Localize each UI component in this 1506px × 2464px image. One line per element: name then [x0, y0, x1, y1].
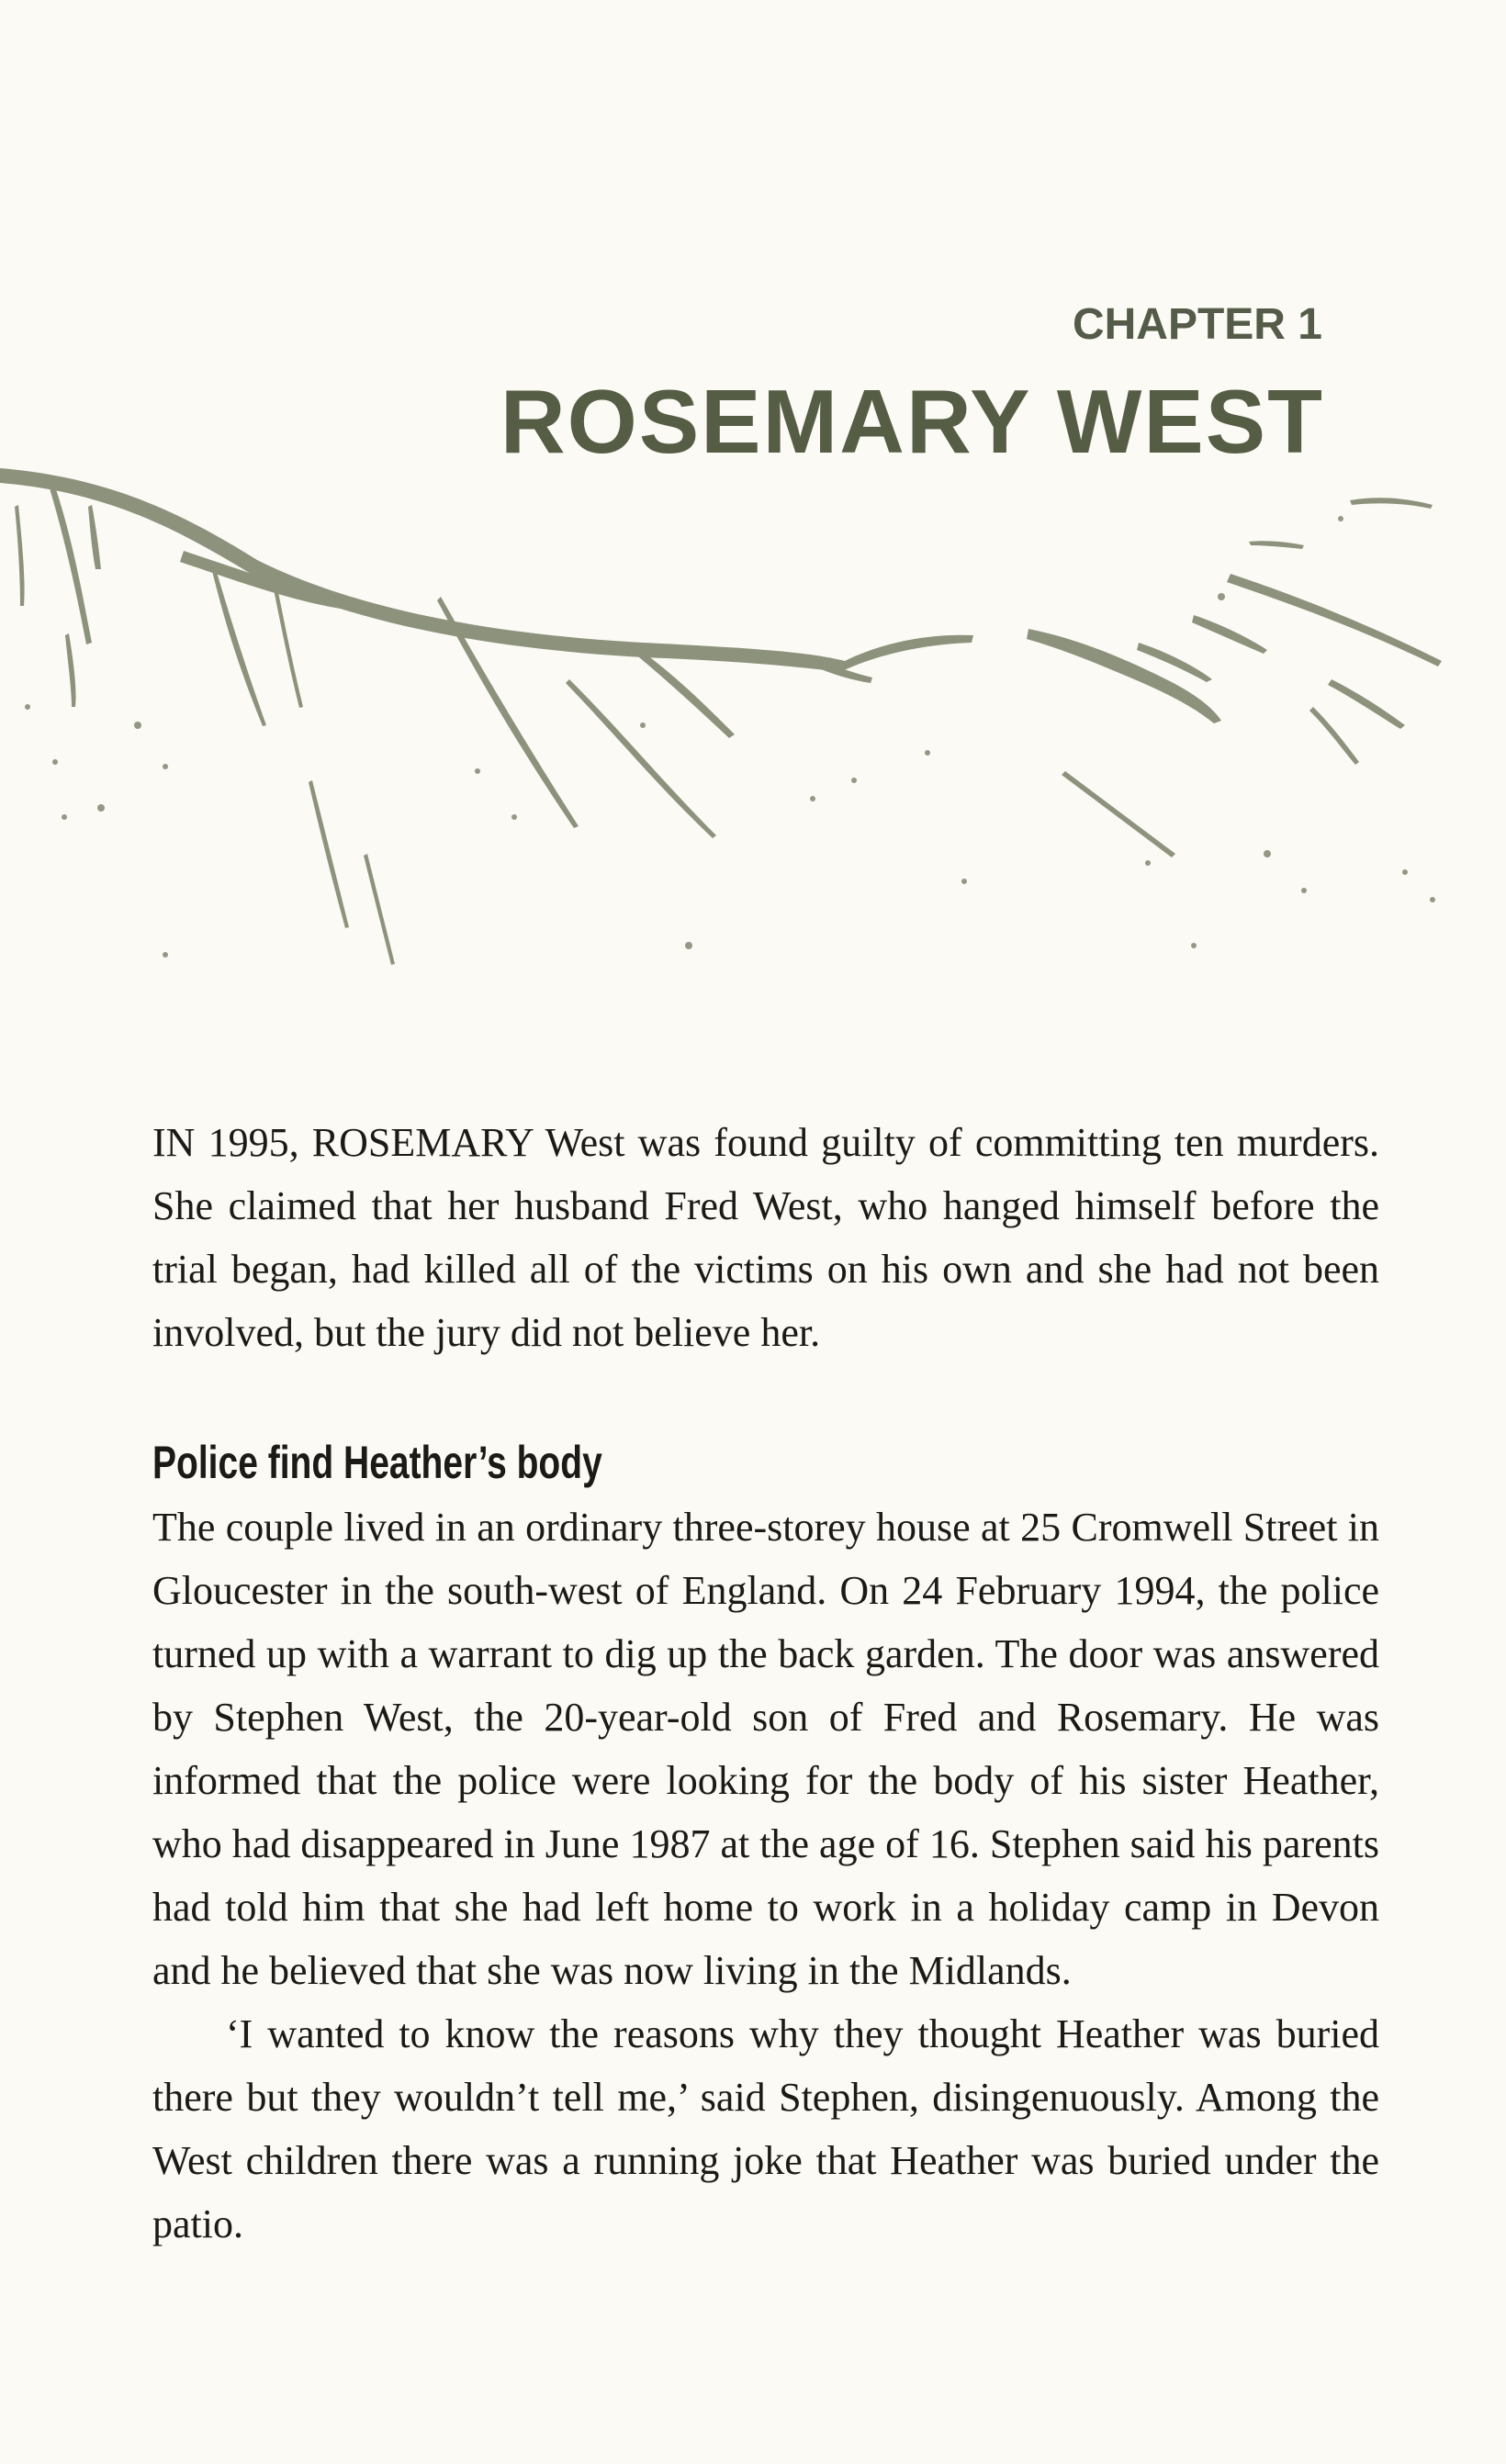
section-heading: Police find Heather’s body: [152, 1437, 602, 1488]
body-paragraph: The couple lived in an ordinary three-storey house at 25 Cromwell Street in Gloucester in the south-west of England. On 24 February 1994, the police turned up with a warrant to dig up the back garden. The door was answered by Stephen West, the 20-year-old son of Fred and Rosemary. He was informed that the police were looking for the body of his sister Heather, who had disappeared in June 1987 at the age of 16. Stephen said his parents had told him that she had left home to work in a holiday camp in Devon and he believed that she was now living in the Midlands.: [152, 1505, 1379, 1993]
body-paragraph: ‘I wanted to know the reasons why they thought Heather was buried there but they wouldn’t tell me,’ said Stephen, disingenuously. Among the West children there was a running joke that Heather was buried under the patio.: [152, 2011, 1379, 2246]
chapter-number: CHAPTER 1: [1072, 300, 1322, 349]
paint-splatter-decoration: [0, 431, 1506, 1001]
intro-paragraph: IN 1995, ROSEMARY West was found guilty of committing ten murders. She claimed that her husband Fred West, who hanged himself before the trial began, had killed all of the victims on his own and she had not been involved, but the jury did not believe her.: [152, 1120, 1379, 1355]
chapter-body: [152, 1111, 1379, 2256]
chapter-title: ROSEMARY WEST: [500, 371, 1324, 472]
